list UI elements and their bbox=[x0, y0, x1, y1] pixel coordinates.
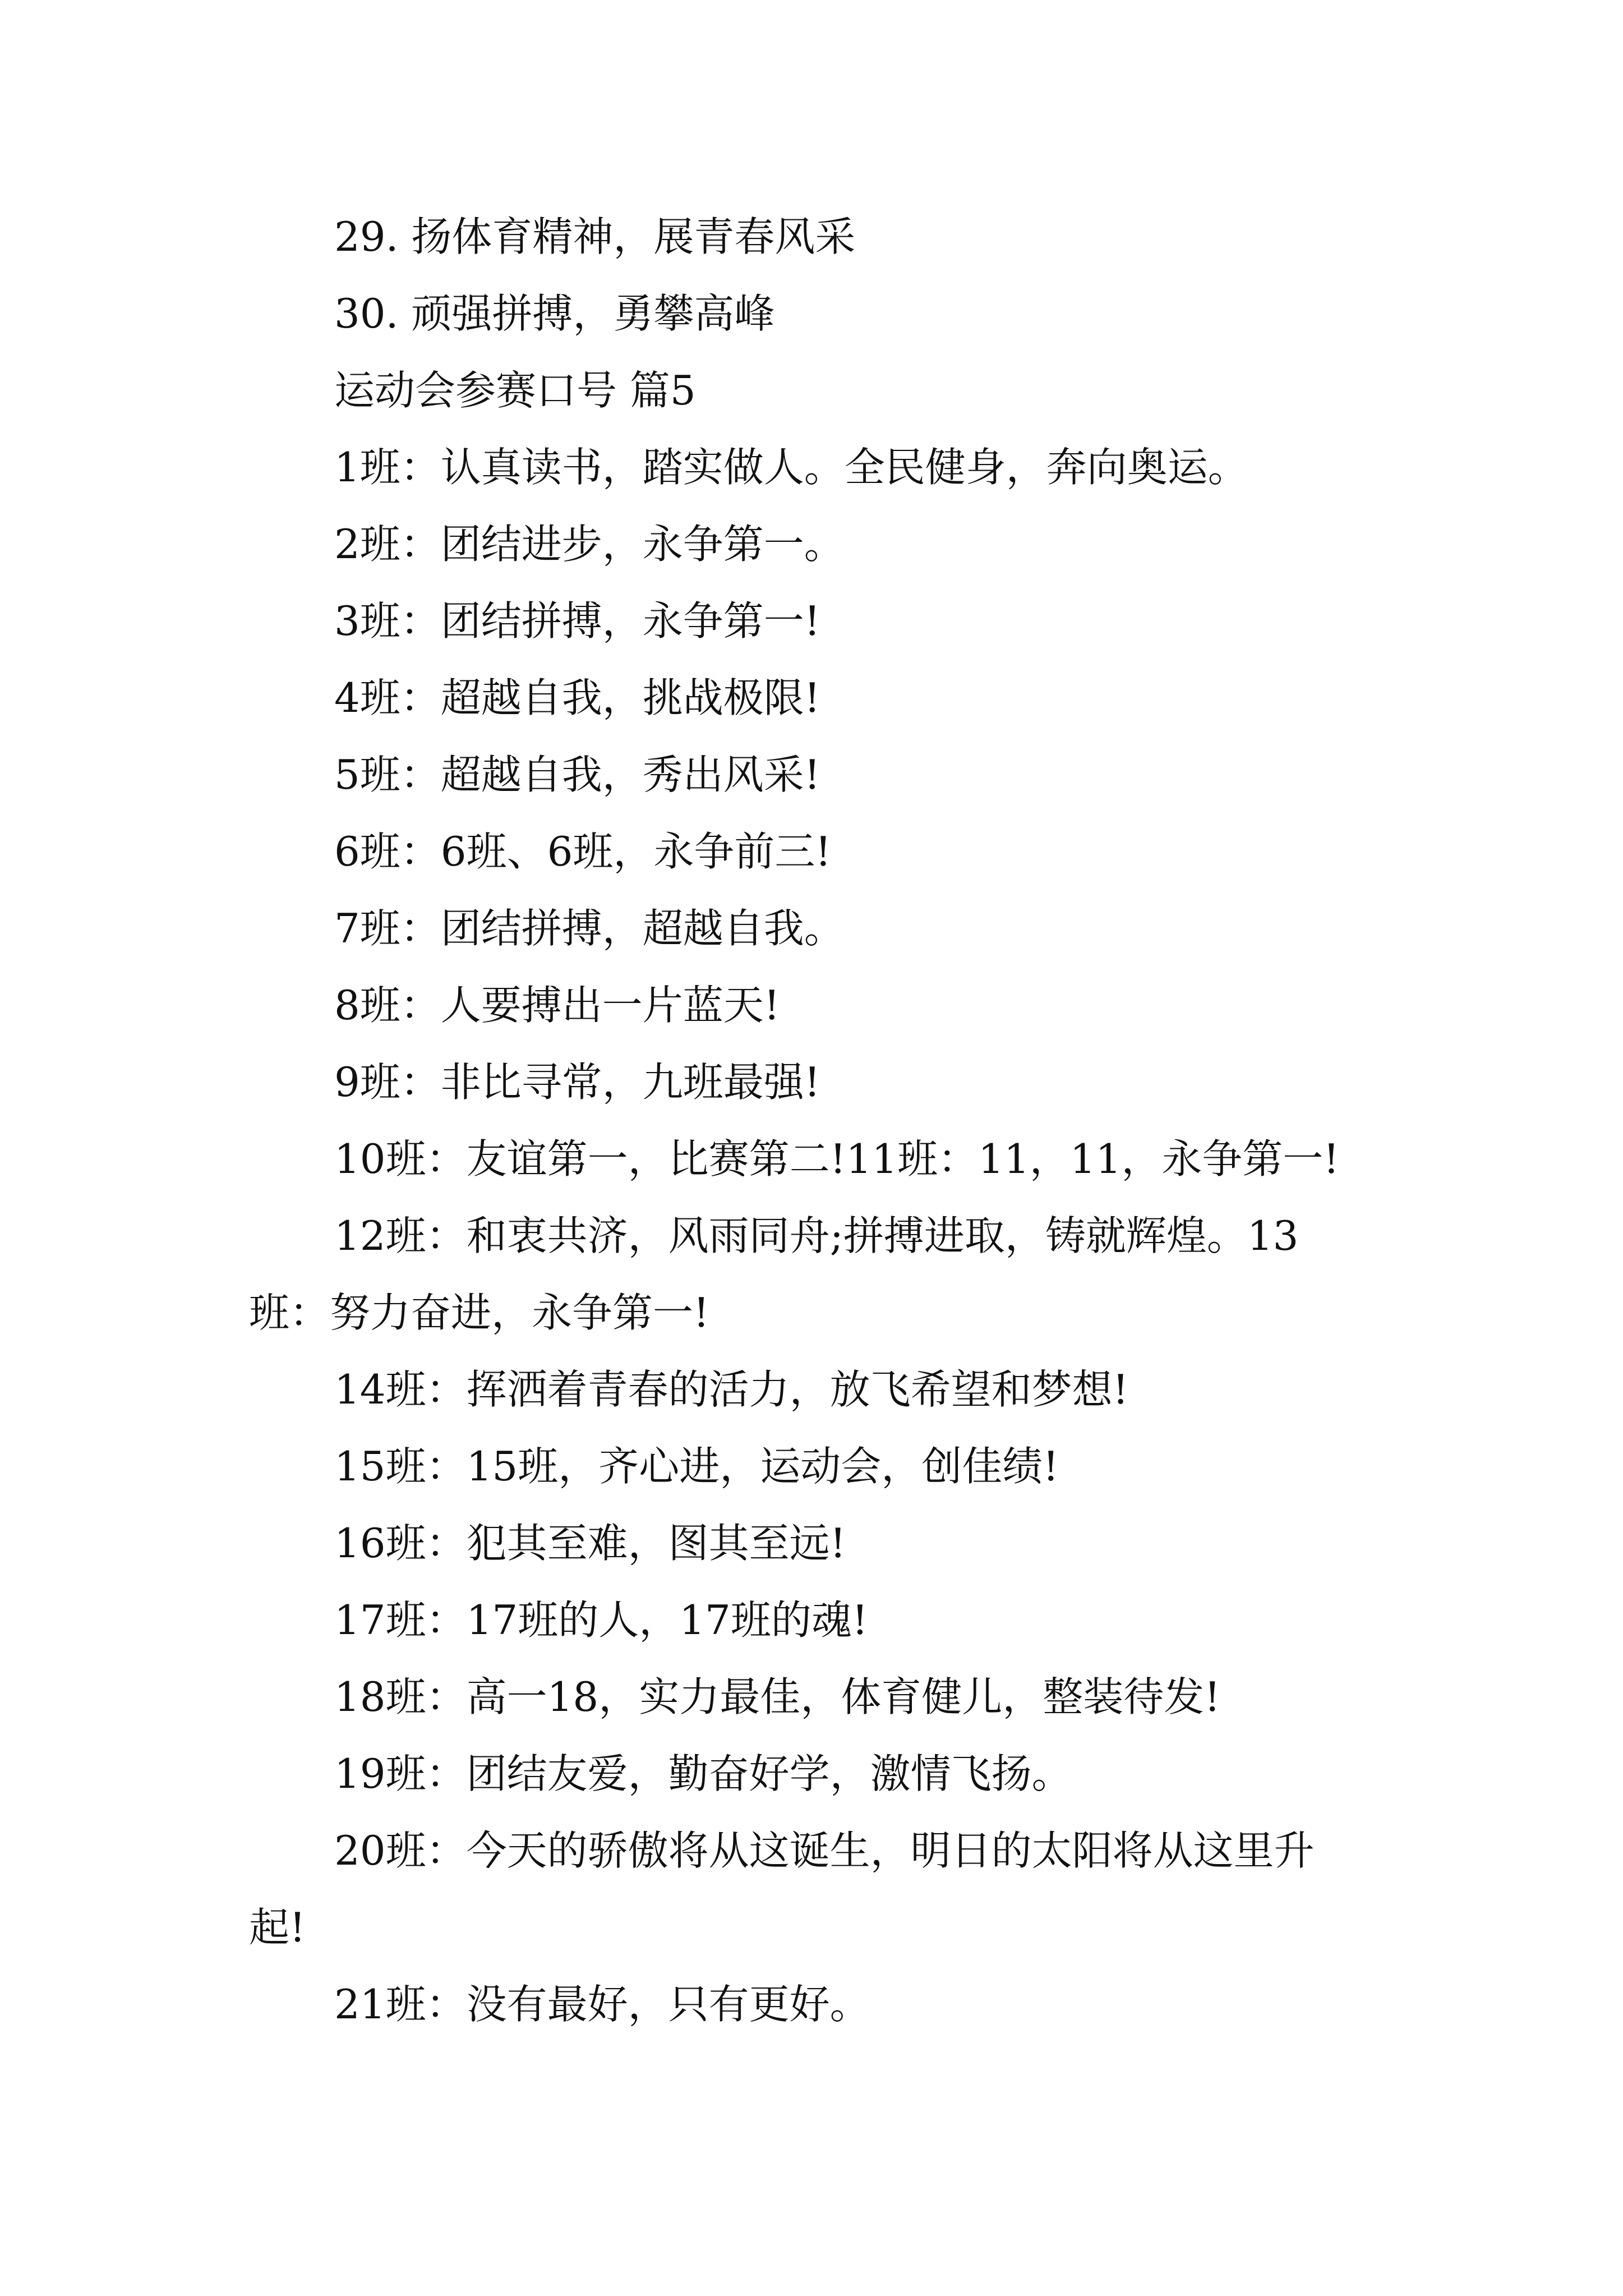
text-line: 6班：6班、6班，永争前三! bbox=[334, 828, 832, 875]
text-line: 20班：今天的骄傲将从这诞生，明日的太阳将从这里升 bbox=[334, 1827, 1315, 1874]
text-line: 17班：17班的人，17班的魂! bbox=[334, 1596, 868, 1644]
text-line-continuation: 起! bbox=[249, 1904, 306, 1951]
text-line: 19班：团结友爱，勤奋好学，激情飞扬。 bbox=[334, 1750, 1072, 1797]
text-line: 18班：高一18，实力最佳，体育健儿，整装待发! bbox=[334, 1673, 1221, 1720]
text-line: 1班：认真读书，踏实做人。全民健身，奔向奥运。 bbox=[334, 444, 1248, 491]
text-line: 9班：非比寻常，九班最强! bbox=[334, 1059, 820, 1106]
text-line: 4班：超越自我，挑战极限! bbox=[334, 674, 820, 721]
text-line: 30. 顽强拼搏，勇攀高峰 bbox=[334, 290, 775, 337]
text-line: 16班：犯其至难，图其至远! bbox=[334, 1520, 846, 1567]
text-line: 3班：团结拼搏，永争第一! bbox=[334, 597, 820, 645]
text-line: 15班：15班，齐心进，运动会，创佳绩! bbox=[334, 1443, 1059, 1490]
document-body bbox=[249, 199, 1393, 2043]
text-line: 29. 扬体育精神，展青春风采 bbox=[334, 213, 856, 260]
text-line: 2班：团结进步，永争第一。 bbox=[334, 521, 845, 568]
text-line: 21班：没有最好，只有更好。 bbox=[334, 1981, 870, 2028]
text-line-continuation: 班：努力奋进，永争第一! bbox=[249, 1289, 709, 1336]
text-line: 14班：挥洒着青春的活力，放飞希望和梦想! bbox=[334, 1366, 1129, 1413]
text-line: 5班：超越自我，秀出风采! bbox=[334, 751, 820, 798]
text-line: 12班：和衷共济，风雨同舟;拼搏进取，铸就辉煌。13 bbox=[334, 1212, 1299, 1259]
text-line: 10班：友谊第一，比赛第二!11班：11，11，永争第一! bbox=[334, 1135, 1340, 1182]
section-heading: 运动会参赛口号 篇5 bbox=[334, 367, 696, 414]
text-line: 7班：团结拼搏，超越自我。 bbox=[334, 905, 845, 952]
text-line: 8班：人要搏出一片蓝天! bbox=[334, 982, 780, 1029]
